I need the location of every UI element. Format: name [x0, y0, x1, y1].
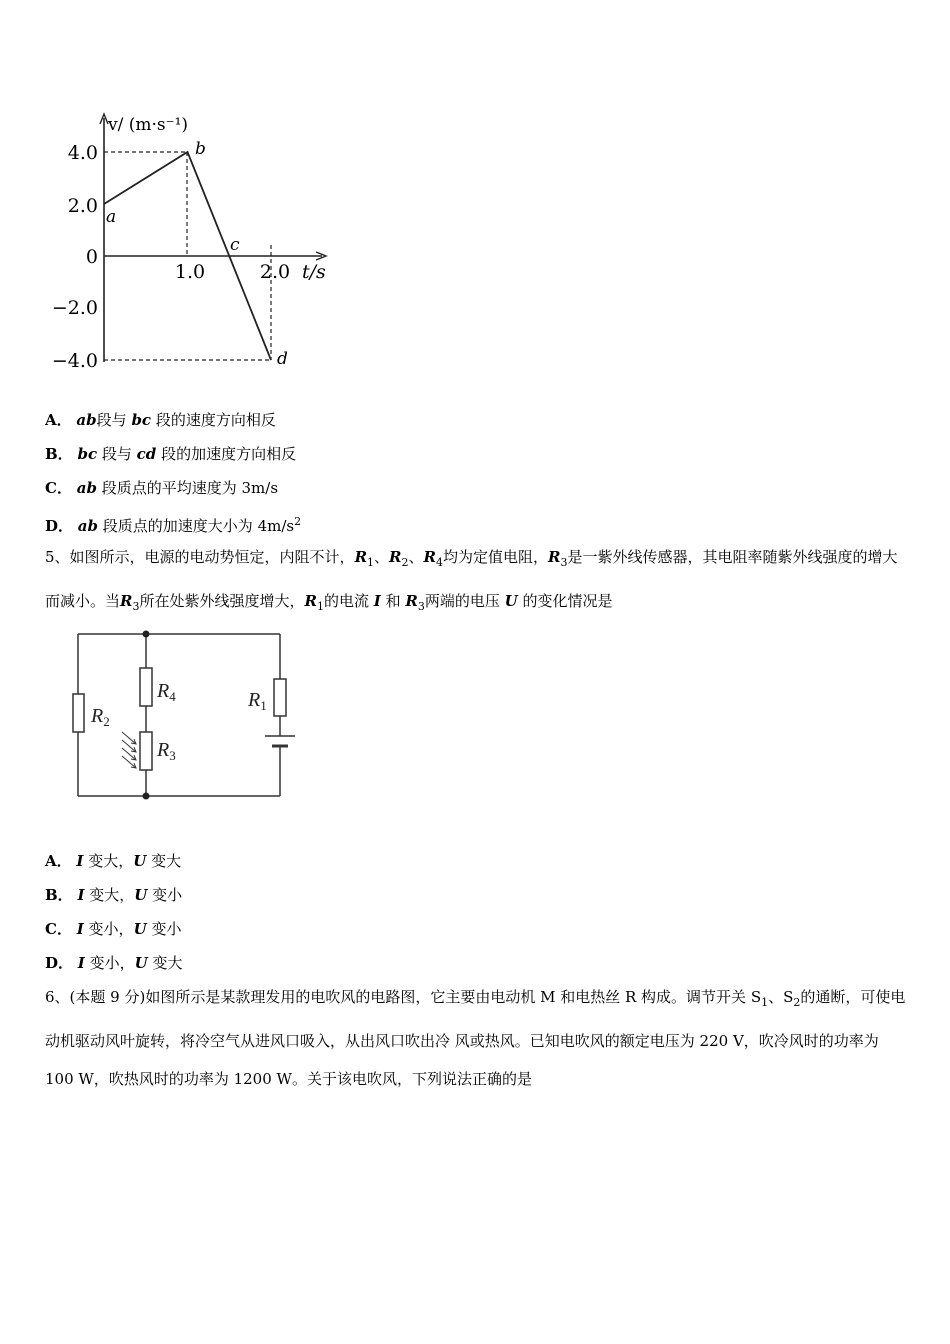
q4-option-d: D． ab 段质点的加速度大小为 $4m/s^2$ [45, 515, 302, 535]
resistor-r3 [140, 732, 152, 770]
point-label-d: d [277, 349, 288, 369]
R3-label: $R_3$ [157, 739, 176, 763]
x-tick-1: 1.0 [174, 261, 206, 283]
resistor-r2 [73, 694, 84, 732]
q4-option-c: C． ab 段质点的平均速度为 3m/s [45, 479, 279, 497]
R4-label: $R_4$ [157, 680, 176, 704]
circuit-diagram [60, 622, 310, 812]
point-label-c: c [230, 235, 240, 255]
q4-option-b: B． bc 段与 cd 段的加速度方向相反 [45, 445, 297, 463]
y-tick-0: 0 [85, 246, 98, 268]
junction-bottom [143, 793, 150, 800]
q5-option-b: B． I 变大，U 变小 [45, 886, 183, 904]
q5-option-c: C． I 变小，U 变小 [45, 920, 182, 938]
q6-stem: 6、(本题 9 分)如图所示是某款理发用的电吹风的电路图，它主要由电动机 M 和电热丝 R 构成。调节开关 $S_1$、$S_2$的通断，可使电动机驱动风叶旋转，将冷空气从进风口吸入，从出风口吹出冷 风或热风。已知电吹风的额定电压为 220 V，吹冷风时的功率为 100 W，吹热风时的功率为 1200 W。关于该电吹风，下列说法正确的是 [45, 988, 906, 1088]
q5-option-d: D． I 变小，U 变大 [45, 954, 183, 972]
y-tick-4: 4.0 [67, 142, 98, 164]
resistor-r1 [274, 679, 286, 716]
y-axis-label: v/ (m·s⁻¹) [108, 115, 189, 135]
x-tick-2: 2.0 [259, 261, 291, 283]
point-label-b: b [195, 139, 206, 159]
point-label-a: a [106, 207, 117, 227]
y-tick-neg2: −2.0 [51, 297, 98, 319]
x-axis-label: t/s [302, 261, 326, 283]
q5-stem: 5、如图所示，电源的电动势恒定，内阻不计，$R_1$、$R_2$、$R_4$均为定值电阻，$R_3$是一紫外线传感器，其电阻率随紫外线强度的增大而减小。当$R_3$所在处紫外线强度增大，$R_1$的电流 I 和 $R_3$两端的电压 U 的变化情况是 [45, 548, 898, 613]
y-tick-labels [52, 142, 98, 372]
y-tick-neg4: −4.0 [51, 350, 98, 372]
q4-option-a: A． ab段与 bc 段的速度方向相反 [45, 411, 276, 429]
y-tick-2: 2.0 [67, 195, 98, 217]
junction-top [143, 631, 150, 638]
velocity-time-graph [40, 100, 350, 390]
resistor-r4 [140, 668, 152, 706]
R2-label: $R_2$ [91, 705, 110, 729]
R1-label: $R_1$ [248, 689, 267, 713]
q5-option-a: A． I 变大，U 变大 [45, 852, 182, 870]
uv-light-arrows [122, 732, 136, 768]
